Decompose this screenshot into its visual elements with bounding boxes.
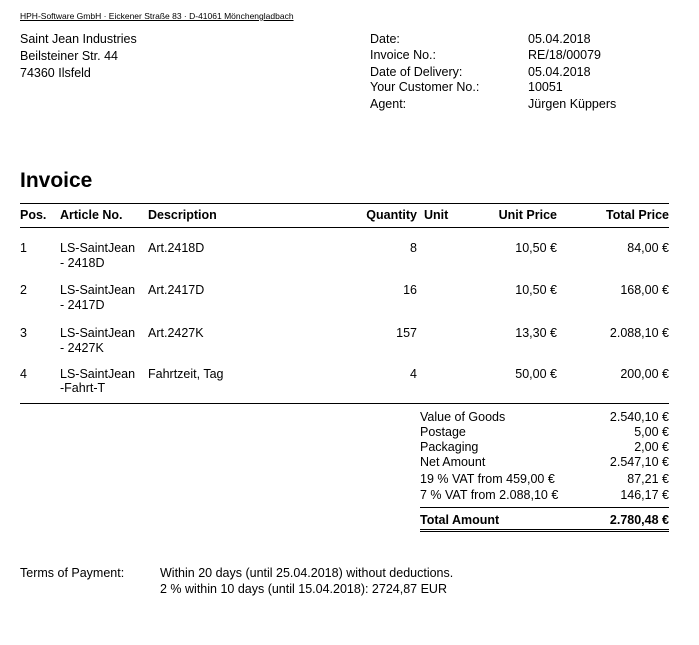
col-total-price: Total Price xyxy=(606,208,669,222)
totals-value-vat-19: 87,21 € xyxy=(627,472,669,486)
totals-value-postage: 5,00 € xyxy=(634,425,669,439)
meta-value-customer-no: 10051 xyxy=(528,80,563,94)
meta-label-customer-no: Your Customer No.: xyxy=(370,80,480,94)
meta-value-agent: Jürgen Küppers xyxy=(528,97,617,111)
meta-label-invoice-no: Invoice No.: xyxy=(370,48,437,62)
row-1-quantity: 8 xyxy=(410,241,417,255)
table-bottom-rule xyxy=(20,403,669,404)
row-3-unit-price: 13,30 € xyxy=(515,326,557,340)
total-amount-value: 2.780,48 € xyxy=(609,513,669,527)
row-3-pos: 3 xyxy=(20,326,27,340)
row-2-article: LS-SaintJean xyxy=(60,283,136,297)
totals-value-goods: 2.540,10 € xyxy=(609,410,669,424)
row-4-unit-price: 50,00 € xyxy=(515,367,557,381)
row-1-pos: 1 xyxy=(20,241,27,255)
row-4-article-cont: -Fahrt-T xyxy=(60,381,106,395)
row-3-quantity: 157 xyxy=(396,326,417,340)
totals-label-postage: Postage xyxy=(420,425,466,439)
row-1-unit-price: 10,50 € xyxy=(515,241,557,255)
row-3-total-price: 2.088,10 € xyxy=(609,326,669,340)
row-1-description: Art.2418D xyxy=(148,241,205,255)
total-amount-label: Total Amount xyxy=(420,513,500,527)
recipient-name: Saint Jean Industries xyxy=(20,32,137,46)
meta-value-date: 05.04.2018 xyxy=(528,32,591,46)
col-unit-price: Unit Price xyxy=(498,208,557,222)
totals-label-goods: Value of Goods xyxy=(420,410,506,424)
row-2-pos: 2 xyxy=(20,283,27,297)
col-unit: Unit xyxy=(424,208,449,222)
invoice-title: Invoice xyxy=(20,169,93,192)
meta-value-delivery-date: 05.04.2018 xyxy=(528,65,591,79)
terms-label: Terms of Payment: xyxy=(20,566,125,580)
header-top-rule xyxy=(20,203,669,204)
totals-value-vat-7: 146,17 € xyxy=(620,488,669,502)
col-pos: Pos. xyxy=(20,208,47,222)
row-4-quantity: 4 xyxy=(410,367,417,381)
row-1-total-price: 84,00 € xyxy=(627,241,669,255)
col-quantity: Quantity xyxy=(366,208,417,222)
totals-label-net: Net Amount xyxy=(420,455,486,469)
total-amount-double-rule-2 xyxy=(420,531,669,532)
row-2-quantity: 16 xyxy=(403,283,417,297)
totals-label-packaging: Packaging xyxy=(420,440,479,454)
col-article: Article No. xyxy=(60,208,123,222)
col-description: Description xyxy=(148,208,217,222)
row-2-description: Art.2417D xyxy=(148,283,205,297)
sender-line: HPH-Software GmbH · Eickener Straße 83 · D-41061 Mönchengladbach xyxy=(20,11,294,21)
row-2-article-cont: - 2417D xyxy=(60,298,105,312)
recipient-city: 74360 Ilsfeld xyxy=(20,66,91,80)
total-amount-top-rule xyxy=(420,507,669,508)
meta-value-invoice-no: RE/18/00079 xyxy=(528,48,601,62)
total-amount-double-rule-1 xyxy=(420,529,669,530)
meta-label-agent: Agent: xyxy=(370,97,407,111)
row-1-article: LS-SaintJean xyxy=(60,241,136,255)
row-3-article: LS-SaintJean xyxy=(60,326,136,340)
header-bottom-rule xyxy=(20,227,669,228)
meta-label-delivery-date: Date of Delivery: xyxy=(370,65,463,79)
totals-label-vat-7: 7 % VAT from 2.088,10 € xyxy=(420,488,559,502)
row-3-article-cont: - 2427K xyxy=(60,341,104,355)
row-2-unit-price: 10,50 € xyxy=(515,283,557,297)
row-4-article: LS-SaintJean xyxy=(60,367,136,381)
row-1-article-cont: - 2418D xyxy=(60,256,105,270)
meta-label-date: Date: xyxy=(370,32,400,46)
totals-value-packaging: 2,00 € xyxy=(634,440,669,454)
row-3-description: Art.2427K xyxy=(148,326,204,340)
row-4-description: Fahrtzeit, Tag xyxy=(148,367,224,381)
terms-line-2: 2 % within 10 days (until 15.04.2018): 2724,87 EUR xyxy=(160,582,447,596)
row-2-total-price: 168,00 € xyxy=(620,283,669,297)
row-4-total-price: 200,00 € xyxy=(620,367,669,381)
row-4-pos: 4 xyxy=(20,367,27,381)
recipient-street: Beilsteiner Str. 44 xyxy=(20,49,118,63)
terms-line-1: Within 20 days (until 25.04.2018) without deductions. xyxy=(160,566,454,580)
totals-label-vat-19: 19 % VAT from 459,00 € xyxy=(420,472,555,486)
totals-value-net: 2.547,10 € xyxy=(609,455,669,469)
